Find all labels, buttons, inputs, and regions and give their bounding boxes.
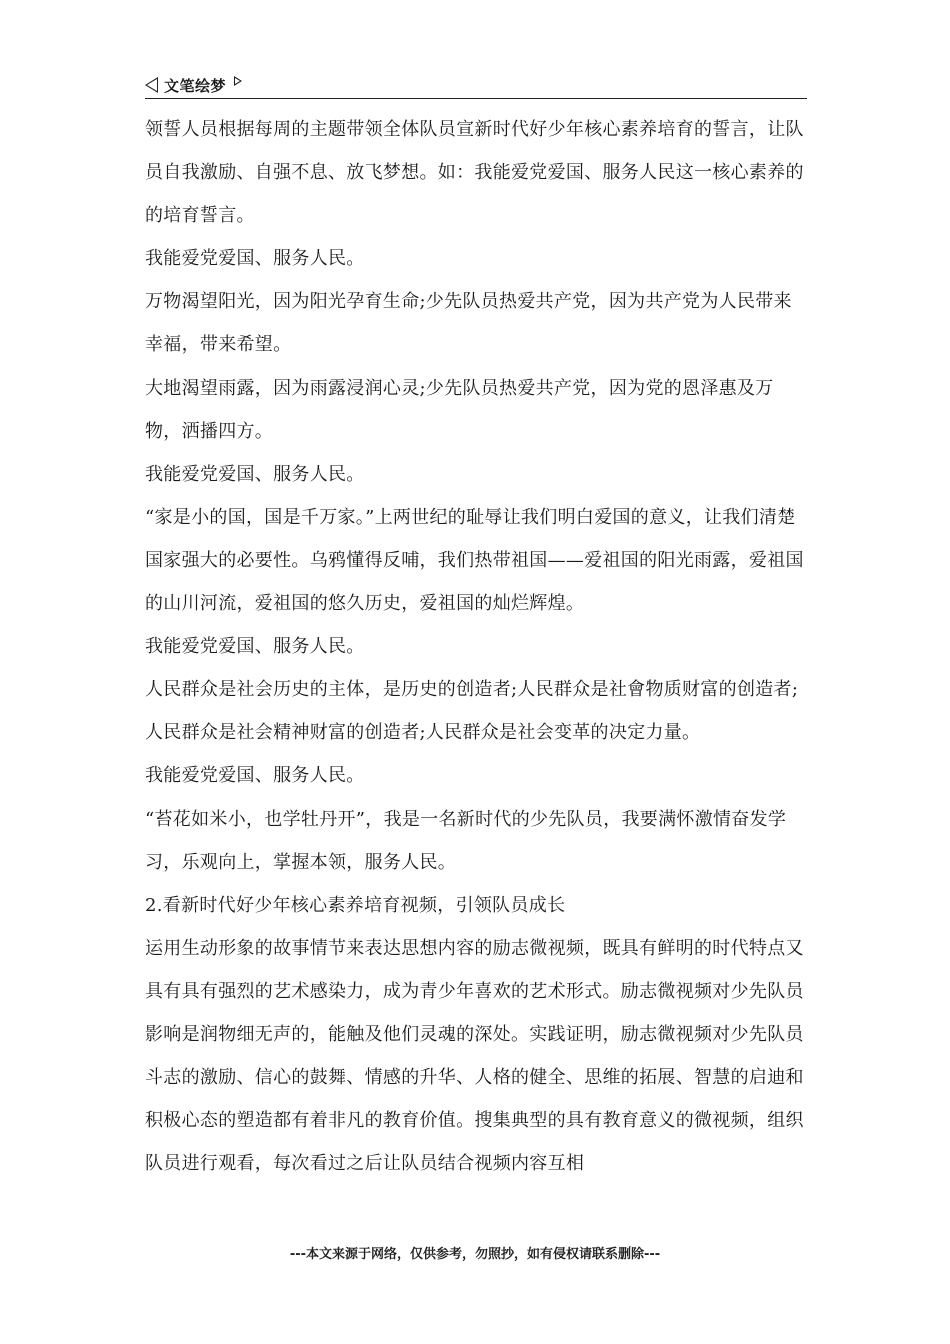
triangle-left-icon <box>145 77 158 93</box>
document-body <box>145 108 807 1185</box>
paragraph: 万物渴望阳光，因为阳光孕育生命;少先队员热爱共产党，因为共产党为人民带来幸福，带来希望。 <box>145 291 792 356</box>
paragraph: 我能爱党爱国、服务人民。 <box>145 636 365 658</box>
paragraph: 运用生动形象的故事情节来表达思想内容的励志微视频，既具有鲜明的时代特点又具有具有强烈的艺术感染力，成为青少年喜欢的艺术形式。励志微视频对少先队员影响是润物细无声的，能触及他们灵魂的深处。实践证明，励志微视频对少先队员斗志的激励、信心的鼓舞、情感的升华、人格的健全、思维的拓展、智慧的启迪和积极心态的塑造都有着非凡的教育价值。搜集典型的具有教育意义的微视频，组织队员进行观看，每次看过之后让队员结合视频内容互相 <box>145 937 804 1175</box>
paragraph: 我能爱党爱国、服务人民。 <box>145 248 365 270</box>
page-header <box>145 72 807 99</box>
paragraph: 人民群众是社会历史的主体，是历史的创造者;人民群众是社會物质财富的创造者;人民群众是社会精神财富的创造者;人民群众是社会变革的决定力量。 <box>145 679 799 744</box>
paragraph: 大地渴望雨露，因为雨露浸润心灵;少先队员热爱共产党，因为党的恩泽惠及万物，洒播四方。 <box>145 377 774 442</box>
paragraph: 我能爱党爱国、服务人民。 <box>145 765 365 787</box>
paragraph: “苔花如米小，也学牡丹开”，我是一名新时代的少先队员，我要满怀激情奋发学习，乐观向上，掌握本领，服务人民。 <box>145 808 787 873</box>
triangle-right-icon <box>234 76 242 86</box>
header-brand: 文笔绘梦 <box>164 76 227 95</box>
footer-notice: ---本文来源于网络，仅供参考，勿照抄，如有侵权请联系删除--- <box>289 1247 661 1262</box>
paragraph: “家是小的国，国是千万家。”上两世纪的耻辱让我们明白爱国的意义，让我们清楚国家强大的必要性。乌鸦懂得反哺，我们热带祖国——爱祖国的阳光雨露，爱祖国的山川河流，爱祖国的悠久历史，爱祖国的灿烂辉煌。 <box>145 506 804 615</box>
section-heading: 2.看新时代好少年核心素养培育视频，引领队员成长 <box>145 894 566 916</box>
paragraph: 领誓人员根据每周的主题带领全体队员宣新时代好少年核心素养培育的誓言，让队员自我激励、自强不息、放飞梦想。如：我能爱党爱国、服务人民这一核心素养的的培育誓言。 <box>145 119 804 227</box>
paragraph: 我能爱党爱国、服务人民。 <box>145 463 365 485</box>
